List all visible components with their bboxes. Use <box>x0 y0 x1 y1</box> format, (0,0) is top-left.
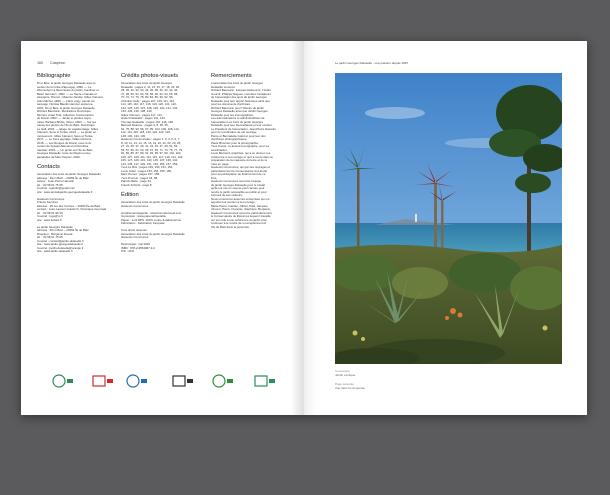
text-line: Georges Delaselle ainsi que Jardin Georges <box>211 109 268 113</box>
partner-logo <box>171 373 195 389</box>
text-line: 143, 145, 147, 149, 151, 153, 155, 157, 159, <box>121 161 179 166</box>
text-line: du jardin Georges Delaselle pour le travail <box>211 182 265 187</box>
text-line: Dépôt légal : mai 2020 <box>121 242 150 246</box>
text-line: Hauteurs Communes <box>37 196 65 201</box>
text-line: 28, 29, 30, 32, 33, 34, 36, 38, 40, 42, 44, 46, <box>121 88 179 92</box>
text-line: Delaselle pour leur apport historique ainsi que <box>211 98 270 103</box>
text-line: Georges Delaselle, texte de Régis Leroux, <box>37 151 92 155</box>
text-line: Hauteurs Communes <box>121 235 149 239</box>
text-line: site : www.ilebatz.fr <box>37 217 62 222</box>
text-line: Bernard Delerue : pages 4, 8, 36, 45, <box>121 123 169 127</box>
text-line: Marie-Pierre, Gaëtan, Olivier, Paul, Jacques, <box>211 203 269 208</box>
text-line: Courriel : logo@m.fr <box>37 214 63 218</box>
text-line: 125, 127, 129, 131, 133, 135, 137, 139, 141, <box>121 158 179 162</box>
text-line: aquarelles de Marc Deprez, 2020. <box>37 154 81 159</box>
text-line: 62, 75, 88, 93, 96, 97, 99, 104, 106, 108, 110, <box>121 126 180 131</box>
text-line: Mornier, Antar Trail, collection Conservatoire <box>37 112 94 117</box>
text-line: apporté leur soutien à cet ouvrage, <box>211 200 256 204</box>
text-line: Richard Baumann, Jacques Deloeuvre, Tristan <box>211 88 271 92</box>
text-line: Graphisme/maquette : www.bonnefermedi.com <box>121 210 182 215</box>
logo-mark-icon <box>92 374 114 388</box>
text-line: Hauteurs Communes <box>121 203 149 208</box>
caption-2 <box>335 383 365 390</box>
caption-2-label: Page suivante <box>335 382 355 386</box>
text-line: 124, 125, 126, 127, 128, 129, 130, 131, 132, <box>121 105 179 110</box>
column-1 <box>37 73 111 256</box>
text-line: Papier : écrit RPS, 100% contre & débisolorme <box>121 217 182 222</box>
text-line: sauvage. Nicolas Baudin Hermier ancienne, <box>37 102 94 106</box>
text-line: Patrick Mahé : page 34, <box>121 179 152 183</box>
bibliography-text <box>37 82 111 159</box>
text-line: Association des Amis du jardin Georges <box>121 81 173 85</box>
text-line: sur son rôle à une cohérence du jardin pour <box>211 217 267 222</box>
edition-heading: Édition <box>121 192 139 198</box>
text-line: 81, 83, 85, 87, 89, 91, 93, 95, 97, 99, 101, 103, <box>121 151 182 155</box>
text-line: Richard Baumann pour l'histoire du jardin <box>211 105 264 110</box>
partner-logo <box>211 373 235 389</box>
text-line: Paule Brionnec pour la photographie, <box>211 140 259 145</box>
text-line: Wurzenborn à l'Ecomusée du jardin, Gardiner et <box>37 88 99 92</box>
caption-2-text: Vue dans la récupérée <box>335 385 366 390</box>
text-line: Prix : 25 € <box>121 249 135 253</box>
text-line: 27, 31, 35, 37, 39, 41, 43, 45, 47, 49, 51, 53, <box>121 144 179 148</box>
text-line: étrangère, Rivnort ; Maurice Nicolaï, Gilles Clément, <box>37 95 104 99</box>
text-line: pour sa participation au financement de ce <box>211 172 266 176</box>
text-line: sentier de la Crête d'Epougay, 1999. — Le <box>37 84 92 89</box>
text-line: Hubert Delaselle : pages 131, 133, <box>121 116 166 120</box>
column-3 <box>211 73 287 232</box>
partner-logo <box>51 373 75 389</box>
text-line: France Services <box>37 200 58 204</box>
text-line: Thomas Delaselle : pages 142, 145, 148, <box>121 119 174 124</box>
text-line: Directeur : Benjamin Doudé <box>37 231 73 236</box>
text-line: Association des Amis du jardin Georges Delaselle <box>121 231 185 236</box>
text-line: Tous droits réservés <box>121 228 147 232</box>
text-line: Franck Schmitt : page 8 <box>121 182 152 187</box>
page-number: 160 <box>37 61 43 65</box>
text-line: Hauteurs Communes remercie l'équipe <box>211 179 262 183</box>
partner-logo <box>91 373 115 389</box>
text-line: Beatr Hermann, 1993. — Le Sente ornanale et <box>37 91 97 96</box>
text-line: 70, 72, 74, 76, 78, 80, 84, 86, 90, 92, 96, <box>121 95 174 99</box>
text-line: Di et Bois, le jardin Georges Delaselle avec le <box>37 81 96 85</box>
text-line: Richard Baumann, illustrations Dominique <box>37 109 91 113</box>
text-line: 2018. — Les Rouges du littoral, sous la di- <box>37 140 92 145</box>
text-line: Louis Bertrand, graphiste, qui a su donner une <box>211 151 271 155</box>
text-line: l'association Les Amis du jardin Georges <box>211 119 263 124</box>
logo-mark-icon <box>254 374 276 388</box>
text-line: Christian Kelly : pages 107, 109, 111, 113, <box>121 98 175 103</box>
text-line: Association des Amis du jardin Georges Delaselle <box>121 200 185 204</box>
partner-logo <box>125 373 149 389</box>
text-line: Association des Amis du jardin Georges Delaselle <box>37 172 101 176</box>
text-line: tél. : 02 98 61 75 65 <box>37 182 63 187</box>
text-line: Delaselle pour leur bienveillance et leur soutien, <box>211 123 273 127</box>
text-line: l'île de Batz dans la pérennité. <box>211 224 250 229</box>
caption-1-text: Jardin exotique <box>335 372 356 377</box>
text-line: Louis Lebot : pages 153, 154, 155, 156, <box>121 168 172 173</box>
thanks-text <box>211 82 287 229</box>
thanks-heading: Remerciements <box>211 73 252 79</box>
text-line: 114, 115, 116, 117, 118, 119, 120, 121, 122, <box>121 102 177 106</box>
text-line: Gourvil, Philippe Nogues, membres fondateurs <box>211 91 271 96</box>
text-line: Hauteurs Communales : pages 1, 3, 4, 5, 6, 7, <box>121 137 181 141</box>
text-line: Clément, Sens et Tonka, 2014. — Le jardin en <box>37 130 97 134</box>
text-line: Courriel : lejardin@gmail.com <box>37 186 75 190</box>
text-line: Courriel : contact@jardin-delaselle.fr <box>37 238 84 243</box>
text-line: traces des jardins de l'île de Batz, Dominique <box>37 123 95 127</box>
text-line: cohérence à cet ouvrage et qui l'a rendu dans la <box>211 154 273 159</box>
text-line: tél. : 02 98 61 75 65 <box>37 235 63 239</box>
text-line: Acteur : Jean-Pierre Hamelin <box>37 179 75 183</box>
text-line: Hauteurs Communes remercie particulièrement <box>211 210 272 215</box>
text-line: Les administrateurs et administratrices de <box>211 116 265 120</box>
text-line: 105, 107, 109, 111, 113, 115, 117, 119, 121, 123, <box>121 154 184 159</box>
edition-text <box>121 201 199 254</box>
text-line: adresse : Penn Batz – 29253 Île de Batz <box>37 175 89 180</box>
caption-1 <box>335 370 355 377</box>
text-line: Delaselle : pages 2, 11, 13, 15, 17, 18, 24, 26, <box>121 84 180 89</box>
text-line: tél. : 02 98 61 90 30 <box>37 210 63 215</box>
text-line: Nous remercions aussi les entreprises qui ont <box>211 196 270 201</box>
credits-text <box>121 82 199 187</box>
text-line: le Conservatoire du littoral qui lequel il travaille <box>211 214 271 218</box>
text-line: 133, 135, 136, 138, 140, <box>121 109 153 113</box>
text-line: Vincent, Pierre, François, Stéphane, Benjamin, <box>211 207 272 211</box>
bibliography-heading: Bibliographie <box>37 73 71 79</box>
text-line: Pierre et Bernadette Giard et pour leur don <box>211 133 266 138</box>
partner-logo <box>253 373 277 389</box>
text-line: continuer à le rendre de si exceptionnel sur <box>211 221 267 225</box>
text-line: Courriel : jardin-delaselle@orange.fr <box>37 245 84 250</box>
logo-mark-icon <box>126 374 148 388</box>
text-line: nales. Barbara Bricks, Ulmer, 2003. — Sur les <box>37 119 96 124</box>
text-line: Le Gall, 2004. — Eloge du vagabondage. Gilles <box>37 126 99 131</box>
text-line: qu'ils ont mis en oeuvre pour l'année pour <box>211 186 265 190</box>
right-page <box>304 41 587 415</box>
text-line: livre, <box>211 175 218 180</box>
text-line: pour les documents d'archives. <box>211 102 251 106</box>
text-line: Hauteurs Communes, qui par ses ouvrages et <box>211 165 270 169</box>
text-line: coordination, <box>211 147 228 152</box>
garden-photo <box>335 73 562 364</box>
credits-heading: Crédits photos-visuels <box>121 73 179 79</box>
running-head: Le jardin Georges Delaselle · une passion depuis 1897 <box>335 61 409 65</box>
text-line: de l'association des amis du jardin Georges <box>211 95 267 99</box>
contacts-text <box>37 173 111 254</box>
text-line: Vauclair, 2019. — Un jardin sur l'île de Batz, <box>37 147 94 152</box>
text-line: rection de Sylvain Allemand et Dorothée <box>37 144 89 148</box>
text-line: rendre le jardin accessible au public et pour <box>211 189 267 194</box>
text-line: L'association les Amis du jardin Georges <box>211 81 263 85</box>
caption-1-label: Couverture <box>335 369 350 373</box>
page-number-and-section <box>37 61 65 65</box>
logo-mark-icon <box>52 374 74 388</box>
text-line: Alain Michel, 1999. — L'Erix vuigy, pas Et vie <box>37 98 95 103</box>
text-line: d'archives photographiques, <box>211 137 248 141</box>
text-line: du littoral, 2002. — Jardin et plantes régio- <box>37 116 92 120</box>
text-line: Fabrication : Fabrication française <box>121 221 165 225</box>
text-line: 128, 130, 134, 136, <box>121 133 146 138</box>
text-line: particulièrement le Conservatoire du Littoral <box>211 168 267 173</box>
text-line: Marc Pernet : pages 157, 158, <box>121 172 160 176</box>
text-line: mise en page, <box>211 161 230 166</box>
text-line: Impression : www.papereltrouvable <box>121 214 166 218</box>
text-line: Gilles Clément : pages 117, 121, <box>121 112 163 117</box>
text-line: Yves Le Bris : pages 149, 150, 151, 152, <box>121 165 174 169</box>
contacts-heading: Contacts <box>37 164 60 170</box>
text-line: 55, 57, 59, 61, 63, 65, 67, 69, 71, 73, 75, 77, 79, <box>121 147 183 152</box>
text-line: Delaselle pour les iconographies, <box>211 112 254 117</box>
text-line: l'accueil de ses visiteurs, <box>211 193 243 197</box>
text-line: contact : Jean-Laurent Guivarc'h, Véronique Guernaël <box>37 207 107 211</box>
book-spread <box>21 41 587 415</box>
column-2 <box>121 73 199 256</box>
text-line: adresse : 29 rue des Carmes – 29253 Île-de-Batz <box>37 203 101 208</box>
text-line: 8, 10, 11, 13, 14, 15, 16, 19, 20, 21, 22, 23, 25, <box>121 140 182 145</box>
text-line: 2017. — Le Tiers paysage, Gilles Clément, <box>37 137 92 141</box>
text-line: adresse : Penn Batz – 29253 Île de Batz <box>37 228 89 232</box>
text-line: pour la coordination de cet ouvrage, <box>211 130 258 134</box>
text-line: Delaselle remercie <box>211 84 235 89</box>
text-line: Yves Pronost : pages 64, 68, <box>121 175 158 180</box>
text-line: Yves Kreivé, co-lecteur-iconographe, pour sa <box>211 144 269 148</box>
left-page <box>21 41 304 415</box>
text-line: 2001. De et Bois, le jardin Georges Delaselle, <box>37 105 96 110</box>
section-title: Colophon <box>50 61 66 65</box>
text-line: Le Président de l'association, Jean-Pierre Hamelin, <box>211 126 277 131</box>
text-line: préparation de la maquette du texte et de la <box>211 158 267 162</box>
logo-mark-icon <box>172 374 194 388</box>
text-line: mouvement, Gilles Clément, Sens et Tonka, <box>37 133 94 138</box>
text-line: site : www.jardin-georgesdelaselle.fr <box>37 242 84 246</box>
logo-mark-icon <box>212 374 234 388</box>
text-line: site : www.jardin-delaselle.fr <box>37 249 73 253</box>
text-line: 47, 48, 50, 52, 54, 56, 58, 60, 62, 64, 66, 68, <box>121 91 179 96</box>
text-line: ISBN : 978-2-9564967-3-4 <box>121 245 155 250</box>
text-line: Le jardin Georges Delaselle <box>37 224 73 229</box>
text-line: site : www.amisdujardin-georgesdelaselle.fr <box>37 189 93 194</box>
text-line: 112, 114, 116, 118, 120, 122, 124, 126, <box>121 130 171 134</box>
